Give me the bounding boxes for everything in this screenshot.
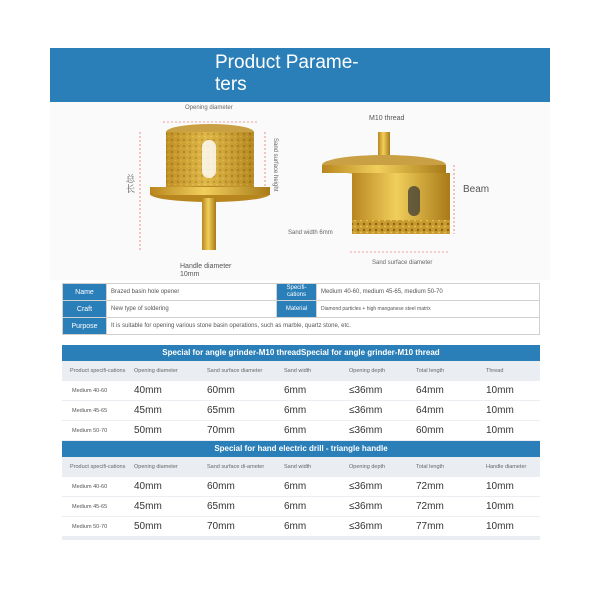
table-cell: 60mm xyxy=(207,481,235,492)
table2-col-header: Product specifi-cations xyxy=(70,464,126,470)
table2-col-header: Total length xyxy=(416,464,445,470)
name-value: Brazed basin hole opener xyxy=(107,284,277,301)
spec-value: Medium 40-60, medium 45-65, medium 50-70 xyxy=(317,284,540,301)
table1-col-header: Total length xyxy=(416,368,445,374)
table2-col-header: Opening diameter xyxy=(134,464,178,470)
purpose-value: It is suitable for opening various stone basin operations, such as marble, quartz stone, etc. xyxy=(107,318,540,335)
table2-col-header: Handle diameter xyxy=(486,464,527,470)
total-length-cn-label: 总长 xyxy=(126,174,136,194)
header-banner xyxy=(50,48,550,102)
table-cell: 72mm xyxy=(416,501,444,512)
product-info-table xyxy=(62,283,540,335)
table-cell: Medium 45-65 xyxy=(72,407,108,414)
table-cell: 70mm xyxy=(207,521,235,532)
table-cell: ≤36mm xyxy=(349,425,383,436)
table2-title: Special for hand electric drill - triangle handle xyxy=(62,441,540,457)
material-header: Material xyxy=(277,301,317,318)
left-drill-bit xyxy=(140,122,270,252)
table1-col-header: Opening diameter xyxy=(134,368,178,374)
table-row xyxy=(62,401,540,420)
table-cell: 10mm xyxy=(486,385,514,396)
table1-col-header: Product specifi-cations xyxy=(70,368,126,374)
sand-surface-diameter-label: Sand surface diameter xyxy=(372,260,433,266)
banner-title: Product Parame-ters xyxy=(215,52,359,95)
table-cell: 6mm xyxy=(284,501,307,512)
table-cell: 10mm xyxy=(486,501,514,512)
table-cell: 70mm xyxy=(207,425,235,436)
table-cell: Medium 40-60 xyxy=(72,483,108,490)
table-cell: 45mm xyxy=(134,405,162,416)
table-cell: 65mm xyxy=(207,501,235,512)
craft-value: New type of soldering xyxy=(107,301,277,318)
handle-diameter-label: Handle diameter xyxy=(180,263,232,270)
table1-col-header: Opening depth xyxy=(349,368,386,374)
table-row xyxy=(62,517,540,536)
table-cell: 77mm xyxy=(416,521,444,532)
table-cell: ≤36mm xyxy=(349,405,383,416)
table1-header-row xyxy=(62,361,540,381)
product-photo-area xyxy=(50,102,550,280)
table-cell: ≤36mm xyxy=(349,481,383,492)
table-cell: 64mm xyxy=(416,385,444,396)
table-cell: 65mm xyxy=(207,405,235,416)
table1-col-header: Sand width xyxy=(284,368,312,374)
table-cell: 10mm xyxy=(486,481,514,492)
sand-width-label: Sand width 6mm xyxy=(288,230,333,236)
table-cell: ≤36mm xyxy=(349,521,383,532)
opening-diameter-label: Opening diameter xyxy=(185,105,233,111)
table-cell: 45mm xyxy=(134,501,162,512)
m10-thread-label: M10 thread xyxy=(369,115,405,122)
table2-header-row xyxy=(62,457,540,477)
beam-label: Beam xyxy=(463,184,490,195)
table1-col-header: Thread xyxy=(486,368,504,374)
table-cell: ≤36mm xyxy=(349,501,383,512)
table-cell: 6mm xyxy=(284,481,307,492)
table-cell: 6mm xyxy=(284,385,307,396)
table1-title: Special for angle grinder-M10 threadSpecial for angle grinder-M10 thread xyxy=(62,345,540,361)
table-cell: ≤36mm xyxy=(349,385,383,396)
table-cell: 60mm xyxy=(207,385,235,396)
craft-header: Craft xyxy=(63,301,107,318)
table2-col-header: Sand width xyxy=(284,464,312,470)
sand-surface-height-label: Sand surface height xyxy=(272,138,278,192)
table-cell: 10mm xyxy=(486,405,514,416)
table-row xyxy=(62,477,540,496)
table-cell: 6mm xyxy=(284,405,307,416)
table1-col-header: Sand surface diameter xyxy=(207,368,263,374)
table-cell: 10mm xyxy=(486,521,514,532)
table2-col-header: Opening depth xyxy=(349,464,386,470)
table-cell: 6mm xyxy=(284,425,307,436)
table-row xyxy=(62,421,540,440)
table2-col-header: Sand surface di-ameter xyxy=(207,464,265,470)
table-cell: 64mm xyxy=(416,405,444,416)
table-cell: 50mm xyxy=(134,521,162,532)
right-drill-bit xyxy=(322,132,454,252)
name-header: Name xyxy=(63,284,107,301)
table-row xyxy=(62,497,540,516)
table-cell: 50mm xyxy=(134,425,162,436)
table-cell: Medium 40-60 xyxy=(72,387,108,394)
purpose-header: Purpose xyxy=(63,318,107,335)
table-cell: 10mm xyxy=(486,425,514,436)
table-cell: Medium 45-65 xyxy=(72,503,108,510)
spec-tables xyxy=(62,345,540,540)
material-value: Diamond particles + high manganese steel matrix xyxy=(317,301,540,318)
handle-diameter-value: 10mm xyxy=(180,271,200,278)
spec-header: Specifi-cations xyxy=(277,284,317,301)
table-cell: Medium 50-70 xyxy=(72,523,108,530)
table-cell: 40mm xyxy=(134,385,162,396)
table-cell: 60mm xyxy=(416,425,444,436)
table-cell: 6mm xyxy=(284,521,307,532)
table-cell: Medium 50-70 xyxy=(72,427,108,434)
table-cell: 72mm xyxy=(416,481,444,492)
table-cell: 40mm xyxy=(134,481,162,492)
table-row xyxy=(62,381,540,400)
